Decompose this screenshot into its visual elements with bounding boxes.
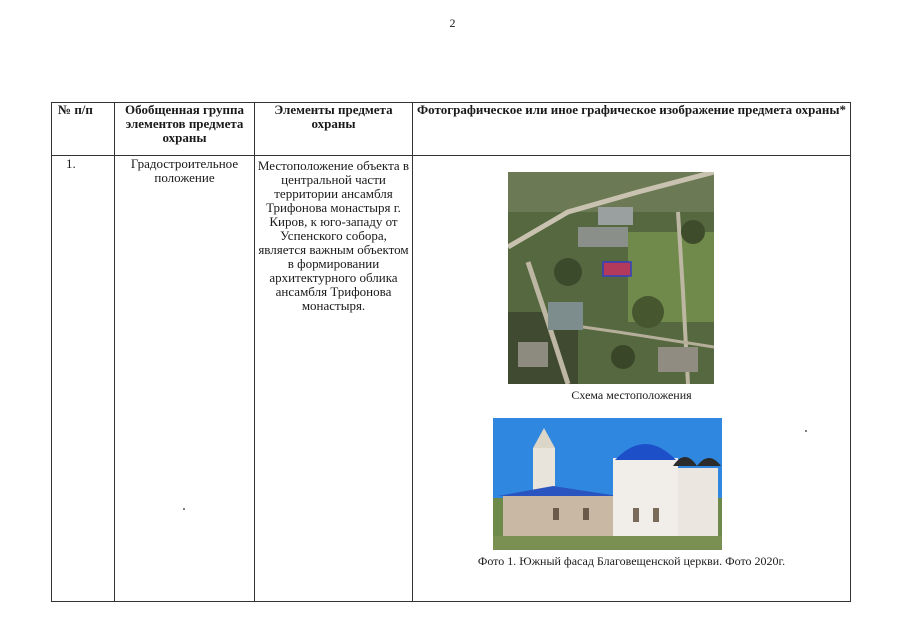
map-caption: Схема местоположения [571, 388, 692, 402]
row-elements: Местоположение объекта в центральной части территории ансамбля Трифонова монастыря г. Киров, к юго-западу от Успенского собора, является важным объектом в формировании архитектурного облика ансамбля Трифонова монастыря. [255, 156, 413, 602]
page-number: 2 [449, 16, 456, 30]
photo-caption: Фото 1. Южный фасад Благовещенской церкви. Фото 2020г. [477, 554, 786, 568]
row-group: Градостроительное положение [115, 156, 255, 602]
row-image-cell [413, 156, 851, 602]
header-image: Фотографическое или иное графическое изображение предмета охраны* [413, 103, 851, 156]
location-map-image [508, 172, 714, 384]
row-number: 1. [52, 156, 115, 602]
table-row [52, 156, 851, 602]
scan-speck [183, 508, 185, 510]
table-header-row [52, 103, 851, 156]
header-group: Обобщенная группа элементов предмета охраны [115, 103, 255, 156]
header-elements: Элементы предмета охраны [255, 103, 413, 156]
church-photo-image [493, 418, 722, 550]
protection-table [51, 102, 851, 602]
header-number: № п/п [52, 103, 115, 156]
scan-speck [805, 430, 807, 432]
